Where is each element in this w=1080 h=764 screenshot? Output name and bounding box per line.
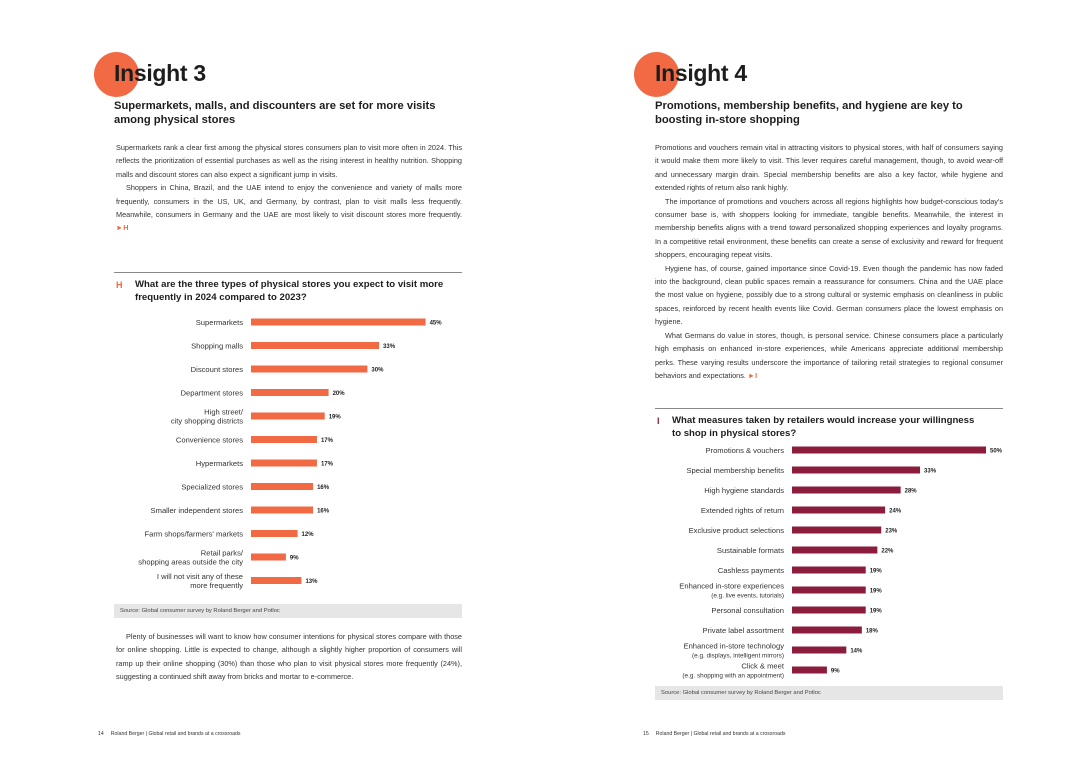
right-page xyxy=(540,0,1080,764)
bar xyxy=(251,483,313,490)
category-label: Department stores xyxy=(180,388,243,398)
bar xyxy=(251,507,313,514)
category-label: Personal consultation xyxy=(711,606,784,615)
bar xyxy=(792,447,986,454)
category-label: High street/ xyxy=(204,407,243,417)
bar xyxy=(251,342,379,349)
paragraph-2-text: Shoppers in China, Brazil, and the UAE intend to enjoy the convenience and variety of malls more frequently, consumers in the US, UK, and Germany, by contrast, plan to visit malls less frequently. Meanwhile, consumers in Germany and the UAE are most likely to visit discount stores more frequently. xyxy=(116,183,462,220)
value-label: 30% xyxy=(371,367,384,374)
bar xyxy=(792,487,901,494)
value-label: 16% xyxy=(317,484,330,491)
value-label: 9% xyxy=(289,555,299,562)
bar xyxy=(792,527,881,534)
insight-heading: Insight 3 xyxy=(114,60,206,86)
category-label: Smaller independent stores xyxy=(150,506,243,515)
paragraph-1: Promotions and vouchers remain vital in attracting visitors to physical stores, with half of consumers saying it would make them more likely to visit. This lever requires careful management, though, to avoid wear-off and unnecessary margin drain. Special membership benefits are also a key factor, while hygiene and extended rights of return also rank highly. xyxy=(655,143,1003,193)
value-label: 22% xyxy=(881,548,894,555)
category-label: Private label assortment xyxy=(702,626,784,635)
page-footer xyxy=(643,731,785,737)
category-label: I will not visit any of these xyxy=(156,572,243,582)
category-label: Hypermarkets xyxy=(195,459,243,468)
value-label: 19% xyxy=(869,568,882,575)
category-label: Supermarkets xyxy=(195,318,243,327)
bar xyxy=(251,366,367,373)
paragraph-4-text: What Germans do value in stores, though, is personal service. Chinese consumers place a particularly high emphasis on enhanced in-store experiences, while Americans appreciate additional membership perks. These varying results underscore the importance of tailoring retail strategies to regional consumer behaviors and expectations. xyxy=(655,330,1003,380)
bar xyxy=(251,389,329,396)
closing-paragraph xyxy=(116,630,462,684)
figure-letter: I xyxy=(657,416,660,426)
value-label: 17% xyxy=(320,461,333,468)
bar xyxy=(792,627,862,634)
category-label: High hygiene standards xyxy=(704,486,784,495)
value-label: 9% xyxy=(830,668,840,675)
chart-source: Source: Global consumer survey by Roland Berger and Potloc xyxy=(114,604,462,618)
value-label: 24% xyxy=(889,508,902,515)
bar xyxy=(251,436,317,443)
bar xyxy=(792,467,920,474)
bar xyxy=(792,507,885,514)
value-label: 14% xyxy=(850,648,863,655)
value-label: 18% xyxy=(865,628,878,635)
bar xyxy=(792,547,877,554)
bar xyxy=(251,413,325,420)
insight-heading: Insight 4 xyxy=(655,60,747,86)
subtitle-line-2: among physical stores xyxy=(114,114,236,126)
bar xyxy=(792,587,866,594)
category-label: Enhanced in-store experiences xyxy=(679,581,784,591)
question-line-1: What are the three types of physical stores you expect to visit more xyxy=(135,279,444,290)
value-label: 12% xyxy=(301,531,314,538)
subtitle-line-1: Promotions, membership benefits, and hygiene are key to xyxy=(655,100,963,112)
category-label: Click & meet xyxy=(741,661,784,671)
bar xyxy=(792,667,827,674)
category-label: Convenience stores xyxy=(175,435,243,445)
bar xyxy=(251,554,286,561)
value-label: 13% xyxy=(305,578,318,585)
category-label: (e.g. live events, tutorials) xyxy=(711,592,784,600)
question-line-1: What measures taken by retailers would increase your willingness xyxy=(672,415,975,426)
category-label: Promotions & vouchers xyxy=(705,446,784,455)
figure-ref-link[interactable]: ►H xyxy=(116,223,129,233)
value-label: 33% xyxy=(383,343,396,350)
value-label: 19% xyxy=(869,608,882,615)
value-label: 28% xyxy=(904,488,917,495)
value-label: 16% xyxy=(317,508,330,515)
page-number: 14 xyxy=(98,731,104,737)
subtitle-line-1: Supermarkets, malls, and discounters are set for more visits xyxy=(114,100,436,112)
bar xyxy=(792,647,846,654)
value-label: 23% xyxy=(885,528,898,535)
page-footer xyxy=(98,731,240,737)
chart-source: Source: Global consumer survey by Roland Berger and Potloc xyxy=(655,686,1003,700)
bar xyxy=(792,567,866,574)
value-label: 17% xyxy=(320,437,333,444)
bar xyxy=(251,577,301,584)
category-label: Cashless payments xyxy=(717,566,784,575)
bar xyxy=(251,530,298,537)
category-label: Shopping malls xyxy=(191,341,243,351)
paragraph-3: Plenty of businesses will want to know how consumer intentions for physical stores compare with those for online shopping. Little is expected to change, although a slightly higher proportion of consumers will ramp up their online shopping (30%) than those who plan to visit physical stores more frequently (24%), suggesting a continued shift away from bricks and mortar to e-commerce. xyxy=(116,632,462,682)
page-number: 15 xyxy=(643,731,649,737)
value-label: 20% xyxy=(332,390,345,397)
category-label: (e.g. displays, intelligent mirrors) xyxy=(692,652,784,660)
category-label: (e.g. shopping with an appointment) xyxy=(682,672,784,680)
value-label: 33% xyxy=(924,468,937,475)
value-label: 19% xyxy=(328,414,341,421)
value-label: 19% xyxy=(869,588,882,595)
category-label: Farm shops/farmers' markets xyxy=(144,529,243,539)
paragraph-2: The importance of promotions and vouchers across all regions highlights how budget-conscious today's consumer base is, with shoppers looking for immediate, tangible benefits. Meanwhile, the interest in membership benefits aligns with a trend toward personalized shopping experiences and loyalty programs. In a competitive retail environment, these benefits can create a sense of exclusivity and reward for frequent shoppers, encouraging repeat visits. xyxy=(655,196,1003,260)
value-label: 45% xyxy=(429,320,442,327)
category-label: Specialized stores xyxy=(181,482,243,492)
value-label: 50% xyxy=(990,448,1003,455)
question-line-2: to shop in physical stores? xyxy=(672,428,797,439)
category-label: Extended rights of return xyxy=(700,506,784,515)
bar xyxy=(792,607,866,614)
bar xyxy=(251,319,426,326)
category-label: Retail parks/ xyxy=(200,548,243,558)
category-label: Special membership benefits xyxy=(686,466,784,475)
category-label: shopping areas outside the city xyxy=(138,557,243,567)
category-label: Enhanced in-store technology xyxy=(683,641,784,651)
category-label: Sustainable formats xyxy=(716,546,784,555)
figure-letter: H xyxy=(116,280,123,290)
figure-ref-link[interactable]: ►I xyxy=(747,370,758,380)
bar xyxy=(251,460,317,467)
category-label: Exclusive product selections xyxy=(688,526,784,535)
paragraph-1: Supermarkets rank a clear first among the physical stores consumers plan to visit more often in 2024. This reflects the prioritization of essential purchases as well as the rising interest in healthy nutrition. Shopping malls and discount stores can also expect a significant jump in visits. xyxy=(116,143,462,179)
retailer-measures-bar-chart xyxy=(540,0,1080,764)
subtitle-line-2: boosting in-store shopping xyxy=(655,114,800,126)
category-label: city shopping districts xyxy=(170,416,243,426)
question-line-2: frequently in 2024 compared to 2023? xyxy=(135,292,307,303)
paragraph-3: Hygiene has, of course, gained importance since Covid-19. Even though the pandemic has now faded into the background, clean public spaces remain a reassurance for consumers. China and the UAE place the most value on hygiene, possibly due to a strong cultural or systemic emphasis on cleanliness in public spaces, reinforced by recent health events like Covid. German consumers place the lowest emphasis on hygiene. xyxy=(655,263,1003,327)
footer-text: Roland Berger | Global retail and brands at a crossroads xyxy=(110,731,241,737)
footer-text: Roland Berger | Global retail and brands at a crossroads xyxy=(655,731,786,737)
category-label: more frequently xyxy=(190,580,243,590)
category-label: Discount stores xyxy=(190,365,243,374)
